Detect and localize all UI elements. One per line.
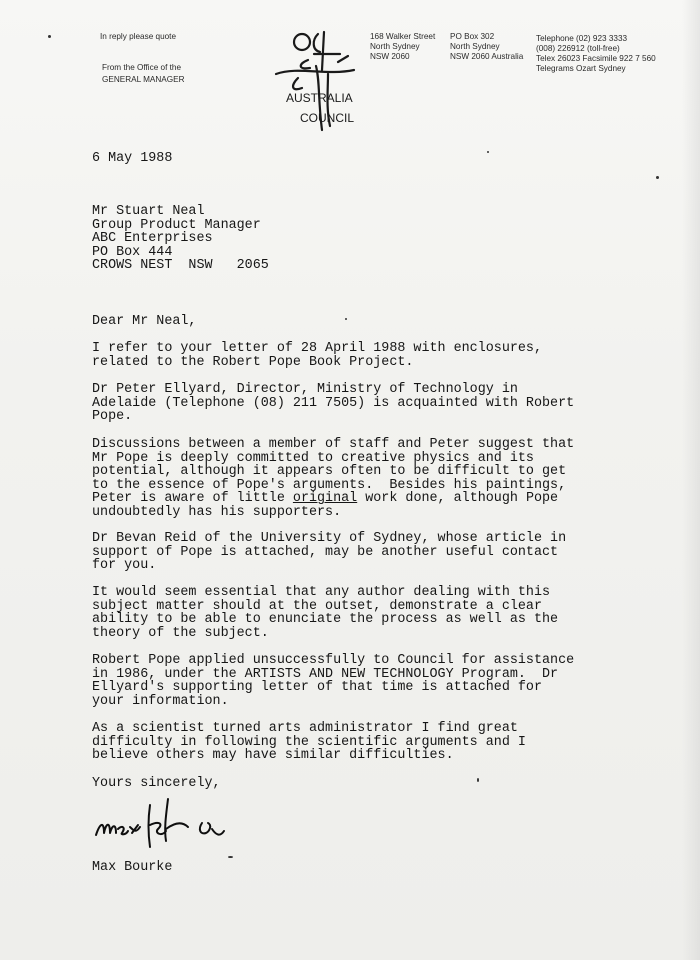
- text-line: believe others may have similar difficulties.: [92, 748, 454, 764]
- recipient-line: ABC Enterprises: [92, 231, 213, 247]
- text-line: I refer to your letter of 28 April 1988 with enclosures,: [92, 341, 542, 356]
- paragraph-6: [92, 654, 574, 708]
- paper-speck: [228, 856, 233, 858]
- signatory-name: Max Bourke: [92, 860, 173, 875]
- handwritten-signature: [92, 795, 242, 860]
- paper-speck: [487, 151, 489, 153]
- paragraph-3: [92, 438, 574, 520]
- text-line: support of Pope is attached, may be another useful contact: [92, 544, 559, 560]
- contact-line-1: Telephone (02) 923 3333: [536, 34, 628, 43]
- recipient-line: CROWS NEST NSW 2065: [92, 258, 269, 274]
- paragraph-4: [92, 532, 566, 573]
- paper-speck: [656, 176, 659, 179]
- recipient-address: [92, 205, 269, 273]
- text-line: in 1986, under the ARTISTS AND NEW TECHNOLOGY Program. Dr: [92, 666, 559, 682]
- street-address-line-3: NSW 2060: [370, 52, 410, 61]
- paragraph-2: [92, 383, 574, 424]
- recipient-line: Mr Stuart Neal: [92, 204, 205, 219]
- text-line: Dr Bevan Reid of the University of Sydney, whose article in: [92, 531, 567, 546]
- australia-council-logo: [268, 30, 360, 135]
- closing: Yours sincerely,: [92, 776, 221, 791]
- text-line: Pope.: [92, 409, 133, 425]
- text-segment: Peter is aware of little: [92, 491, 293, 507]
- text-line: your information.: [92, 693, 229, 709]
- contact-line-3: Telex 26023 Facsimile 922 7 560: [536, 54, 656, 63]
- underlined-word: original: [292, 491, 358, 507]
- text-line: Discussions between a member of staff and Peter suggest that: [92, 437, 575, 452]
- recipient-line: PO Box 444: [92, 244, 173, 260]
- text-line: related to the Robert Pope Book Project.: [92, 354, 414, 370]
- text-line: As a scientist turned arts administrator I find great: [92, 721, 518, 736]
- po-box-line-3: NSW 2060 Australia: [450, 52, 524, 61]
- paper-speck: [48, 35, 51, 38]
- reply-note: In reply please quote: [100, 32, 177, 41]
- contact-line-2: (008) 226912 (toll-free): [536, 44, 620, 53]
- text-line: difficulty in following the scientific arguments and I: [92, 734, 526, 750]
- letter-date: 6 May 1988: [92, 151, 173, 166]
- text-line: Dr Peter Ellyard, Director, Ministry of Technology in: [92, 382, 518, 397]
- paper-speck: [477, 778, 479, 782]
- page-edge-shadow: [682, 0, 700, 960]
- text-segment: work done, although Pope: [357, 491, 559, 507]
- text-line: Ellyard's supporting letter of that time is attached for: [92, 680, 542, 696]
- paragraph-7: [92, 722, 526, 763]
- contact-line-4: Telegrams Ozart Sydney: [536, 64, 626, 73]
- logo-text-line-1: AUSTRALIA: [286, 91, 353, 105]
- paragraph-1: [92, 342, 542, 369]
- text-line: to the essence of Pope's arguments. Besides his paintings,: [92, 477, 567, 493]
- office-line-2: GENERAL MANAGER: [102, 75, 185, 84]
- text-line: Adelaide (Telephone (08) 211 7505) is acquainted with Robert: [92, 395, 575, 411]
- text-line: theory of the subject.: [92, 625, 269, 641]
- text-line: Robert Pope applied unsuccessfully to Council for assistance: [92, 653, 575, 668]
- paper-speck: [345, 318, 347, 320]
- text-line: subject matter should at the outset, demonstrate a clear: [92, 598, 542, 614]
- street-address-line-2: North Sydney: [370, 42, 420, 51]
- text-line: for you.: [92, 558, 157, 574]
- text-line: Mr Pope is deeply committed to creative physics and its: [92, 450, 534, 466]
- text-line: It would seem essential that any author dealing with this: [92, 585, 551, 600]
- street-address-line-1: 168 Walker Street: [370, 32, 436, 41]
- text-line: ability to be able to enunciate the process as well as the: [92, 612, 559, 628]
- text-line: [92, 492, 574, 506]
- po-box-line-2: North Sydney: [450, 42, 500, 51]
- po-box-line-1: PO Box 302: [450, 32, 495, 41]
- text-line: potential, although it appears often to be difficult to get: [92, 464, 567, 480]
- paragraph-5: [92, 586, 558, 640]
- salutation: Dear Mr Neal,: [92, 314, 197, 329]
- recipient-line: Group Product Manager: [92, 217, 261, 233]
- text-line: undoubtedly has his supporters.: [92, 504, 342, 520]
- logo-text-line-2: COUNCIL: [300, 111, 355, 125]
- office-line-1: From the Office of the: [102, 63, 182, 72]
